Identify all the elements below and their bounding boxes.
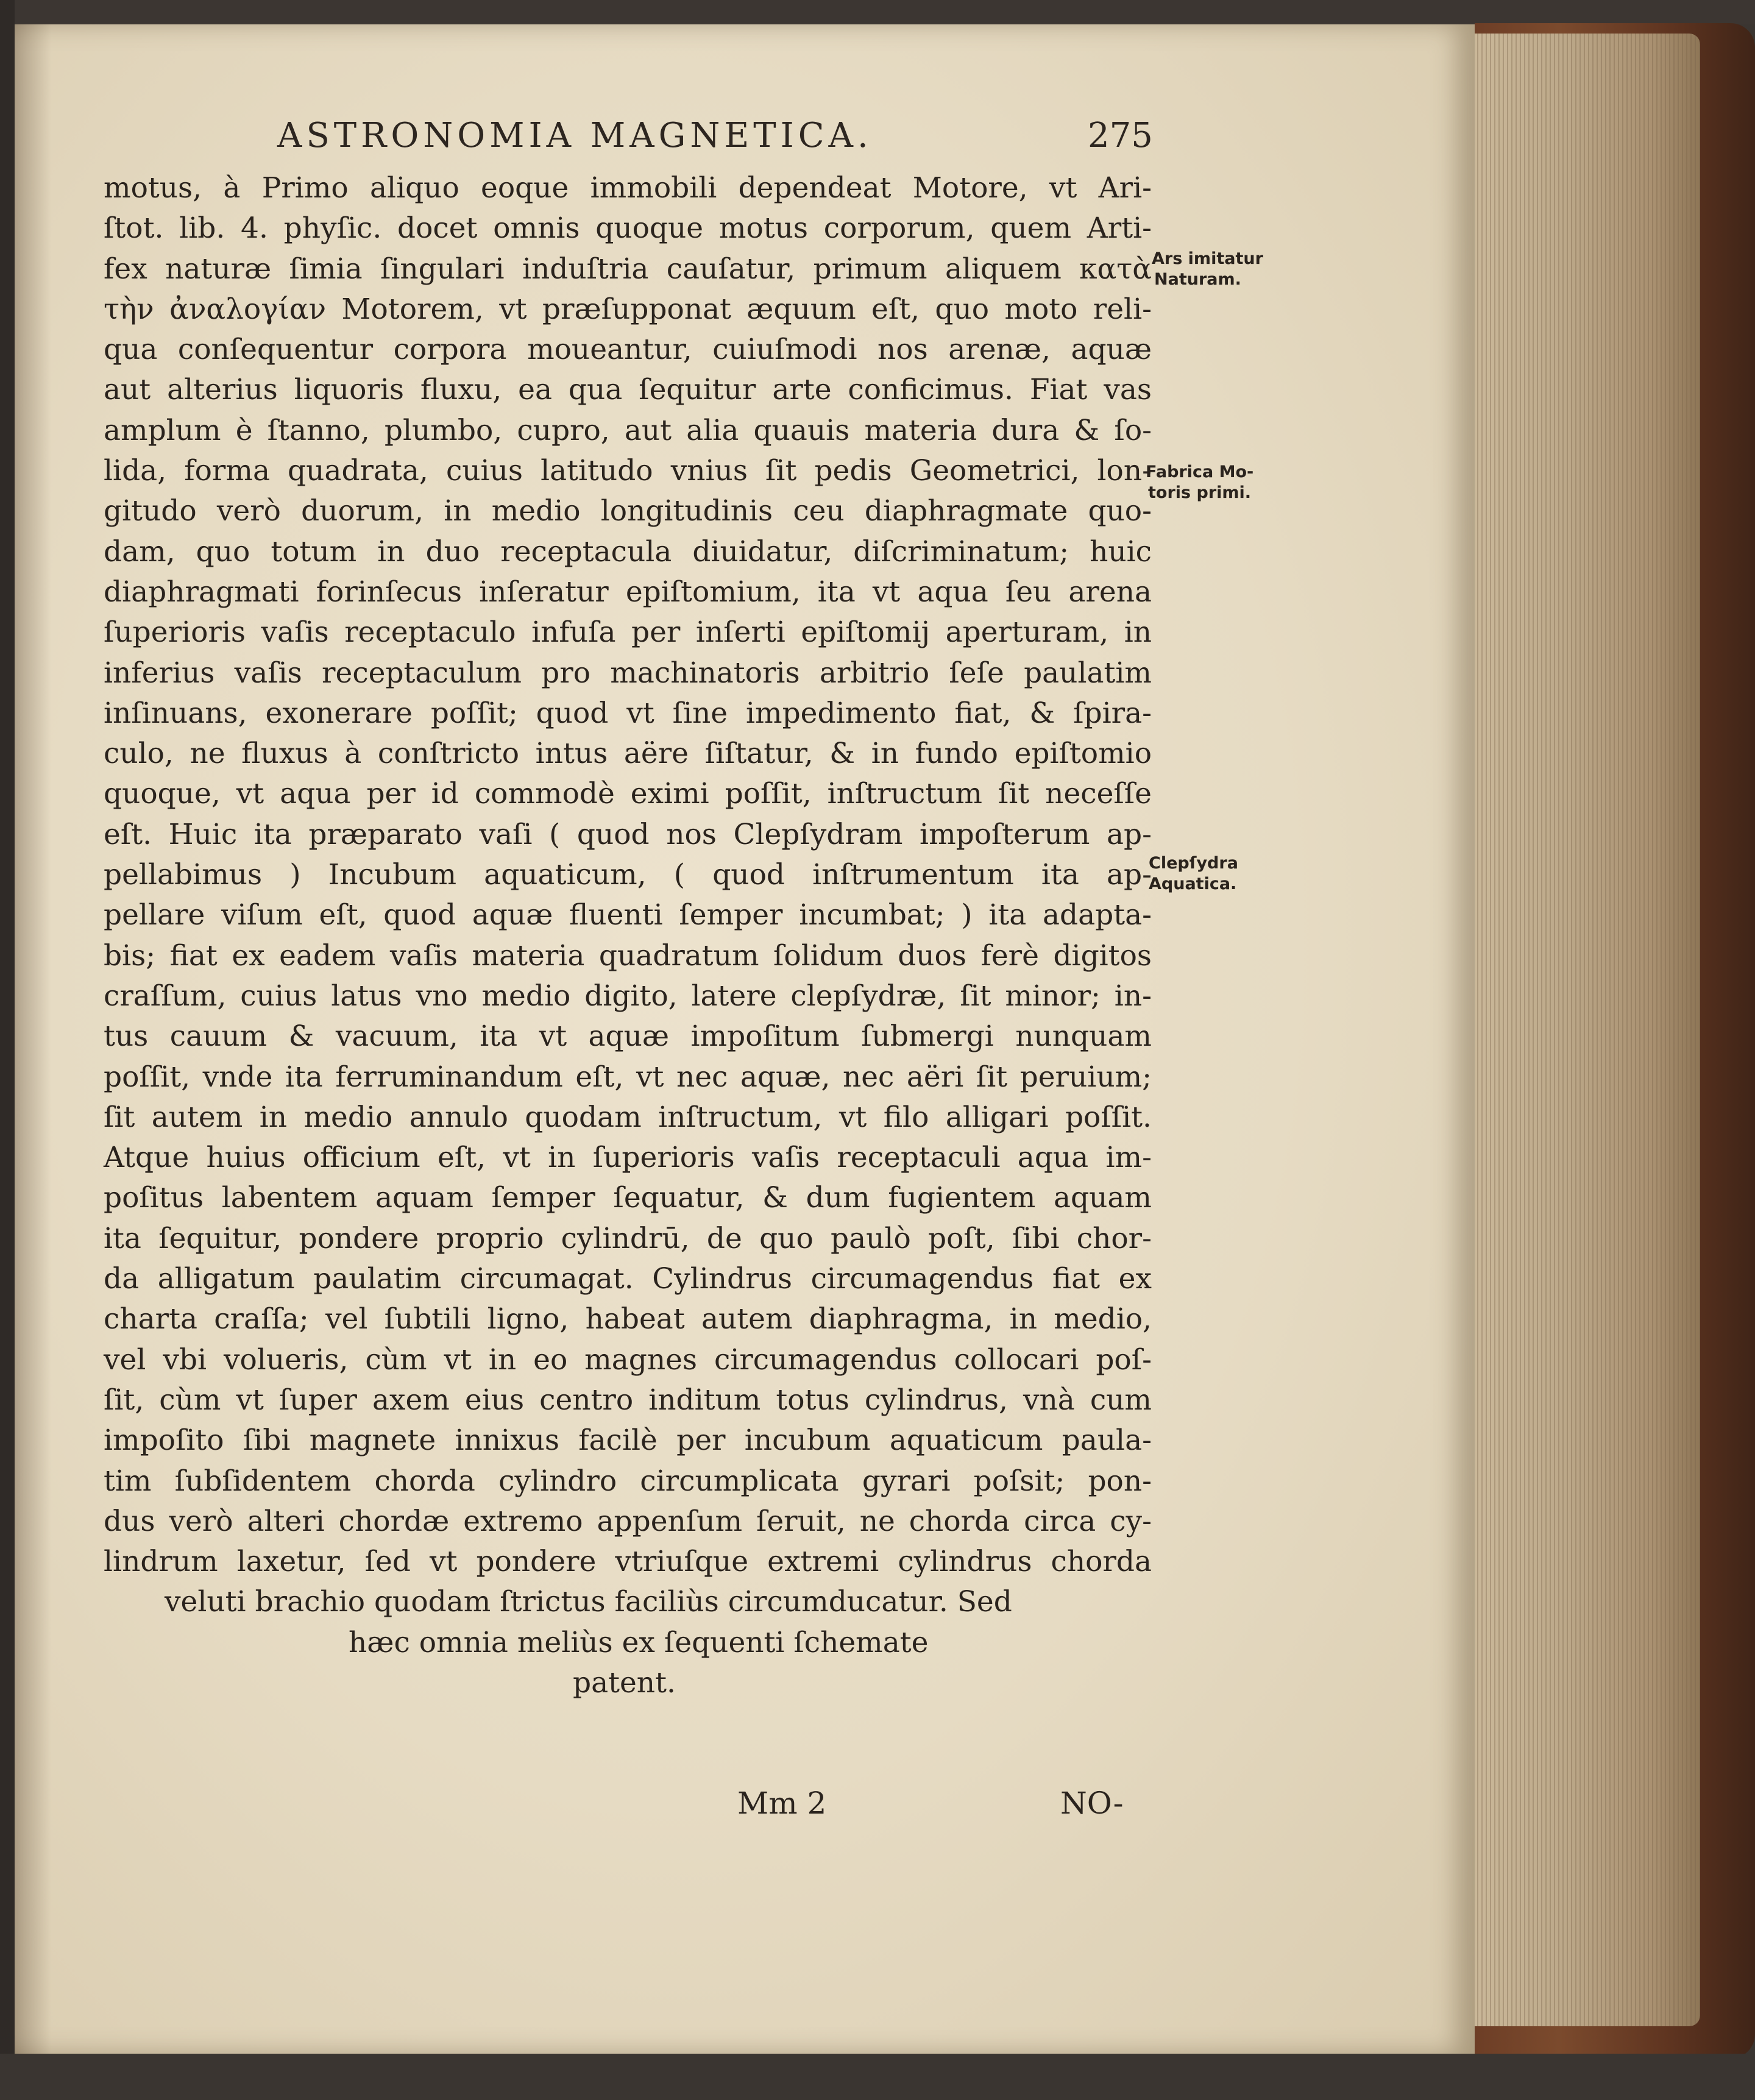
text-line: bis; fiat ex eadem vaſis materia quadratum ſolidum duos ferè digitos — [104, 938, 1152, 973]
signature-mark: Mm 2 — [737, 1786, 827, 1821]
text-line: ſtot. lib. 4. phyſic. docet omnis quoque motus corporum, quem Arti- — [104, 211, 1152, 246]
text-line: diaphragmati forinſecus inſeratur epiſtomium, ita vt aqua ſeu arena — [104, 575, 1152, 609]
background-top — [0, 0, 1755, 24]
margin-note-line: Naturam. — [1154, 270, 1241, 289]
background-bottom — [0, 2054, 1755, 2100]
text-line: inferius vaſis receptaculum pro machinatoris arbitrio ſeſe paulatim — [104, 656, 1152, 690]
text-line: fex naturæ ſimia ſingulari induſtria cauſatur, primum aliquem κατὰ — [104, 252, 1152, 286]
text-line: impoſito ſibi magnete innixus facilè per incubum aquaticum paula- — [104, 1424, 1152, 1458]
text-line: Atque huius officium eſt, vt in ſuperioris vaſis receptaculi aqua im- — [104, 1141, 1152, 1175]
margin-note-line: Fabrica Mo- — [1146, 463, 1254, 481]
text-line: pellabimus ) Incubum aquaticum, ( quod inſtrumentum ita ap- — [104, 858, 1152, 892]
text-line: veluti brachio quodam ſtrictus faciliùs circumducatur. Sed — [165, 1585, 1012, 1619]
background-left — [0, 0, 15, 2100]
text-line: eſt. Huic ita præparato vaſi ( quod nos Clepſydram impoſterum ap- — [104, 817, 1152, 851]
text-line: poſitus labentem aquam ſemper ſequatur, & dum fugientem aquam — [104, 1181, 1152, 1215]
catchword: NO- — [1060, 1786, 1124, 1821]
text-line: aut alterius liquoris fluxu, ea qua ſequitur arte conficimus. Fiat vas — [104, 373, 1152, 407]
text-line: vel vbi volueris, cùm vt in eo magnes circumagendus collocari poſ- — [104, 1343, 1152, 1377]
text-line: ſuperioris vaſis receptaculo infuſa per inſerti epiſtomij aperturam, in — [104, 615, 1152, 650]
page-gutter-shadow — [15, 24, 51, 2054]
text-line: gitudo verò duorum, in medio longitudinis ceu diaphragmate quo- — [104, 494, 1152, 528]
text-line: da alligatum paulatim circumagat. Cylindrus circumagendus fiat ex — [104, 1262, 1152, 1296]
text-line: culo, ne fluxus à conſtricto intus aëre ſiſtatur, & in fundo epiſtomio — [104, 737, 1152, 771]
text-line: poſſit, vnde ita ferruminandum eſt, vt nec aquæ, nec aëri ſit peruium; — [104, 1060, 1152, 1094]
text-line: quoque, vt aqua per id commodè eximi poſſit, inſtructum ſit neceſſe — [104, 777, 1152, 811]
text-line: craſſum, cuius latus vno medio digito, latere clepſydræ, ſit minor; in- — [104, 979, 1152, 1013]
text-line: amplum è ſtanno, plumbo, cupro, aut alia quauis materia dura & ſo- — [104, 413, 1152, 447]
text-line: patent. — [573, 1665, 676, 1700]
margin-note-line: Ars imitatur — [1152, 249, 1263, 268]
text-line: charta craſſa; vel ſubtili ligno, habeat autem diaphragma, in medio, — [104, 1302, 1152, 1336]
body-text — [104, 168, 1152, 1703]
text-line: qua conſequentur corpora moueantur, cuiuſmodi nos arenæ, aquæ — [104, 333, 1152, 367]
margin-note-line: toris primi. — [1148, 483, 1252, 502]
margin-note-line: Clepſydra — [1149, 854, 1238, 873]
page-edges — [1469, 34, 1700, 2026]
margin-note — [1152, 249, 1263, 290]
margin-note — [1146, 462, 1253, 503]
text-line: lindrum laxetur, ſed vt pondere vtriuſque extremi cylindrus chorda — [104, 1545, 1152, 1579]
text-line: tus cauum & vacuum, ita vt aquæ impoſitum ſubmergi nunquam — [104, 1020, 1152, 1054]
margin-note — [1149, 853, 1238, 895]
text-line: tim ſubſidentem chorda cylindro circumplicata gyrari poſsit; pon- — [104, 1464, 1152, 1498]
running-head: ASTRONOMIA MAGNETICA. — [277, 116, 873, 155]
text-line: lida, forma quadrata, cuius latitudo vnius ſit pedis Geometrici, lon- — [104, 454, 1152, 488]
text-line: pellare viſum eſt, quod aquæ fluenti ſemper incumbat; ) ita adapta- — [104, 898, 1152, 932]
text-line: hæc omnia meliùs ex ſequenti ſchemate — [349, 1625, 929, 1659]
text-line: ſit autem in medio annulo quodam inſtructum, vt filo alligari poſſit. — [104, 1100, 1152, 1134]
page-number: 275 — [1088, 116, 1153, 155]
text-line: inſinuans, exonerare poſſit; quod vt ſine impedimento fiat, & ſpira- — [104, 696, 1152, 730]
text-line: ita ſequitur, pondere proprio cylindrū, de quo paulò poſt, ſibi chor- — [104, 1221, 1152, 1255]
text-line: dam, quo totum in duo receptacula diuidatur, diſcriminatum; huic — [104, 534, 1152, 569]
margin-note-line: Aquatica. — [1149, 874, 1237, 893]
text-line: dus verò alteri chordæ extremo appenſum ſeruit, ne chorda circa cy- — [104, 1504, 1152, 1538]
text-line: motus, à Primo aliquo eoque immobili dependeat Motore, vt Ari- — [104, 171, 1152, 205]
text-line: ſit, cùm vt ſuper axem eius centro inditum totus cylindrus, vnà cum — [104, 1383, 1152, 1417]
text-line: τὴν ἀναλογίαν Motorem, vt præſupponat æquum eſt, quo moto reli- — [104, 292, 1152, 326]
